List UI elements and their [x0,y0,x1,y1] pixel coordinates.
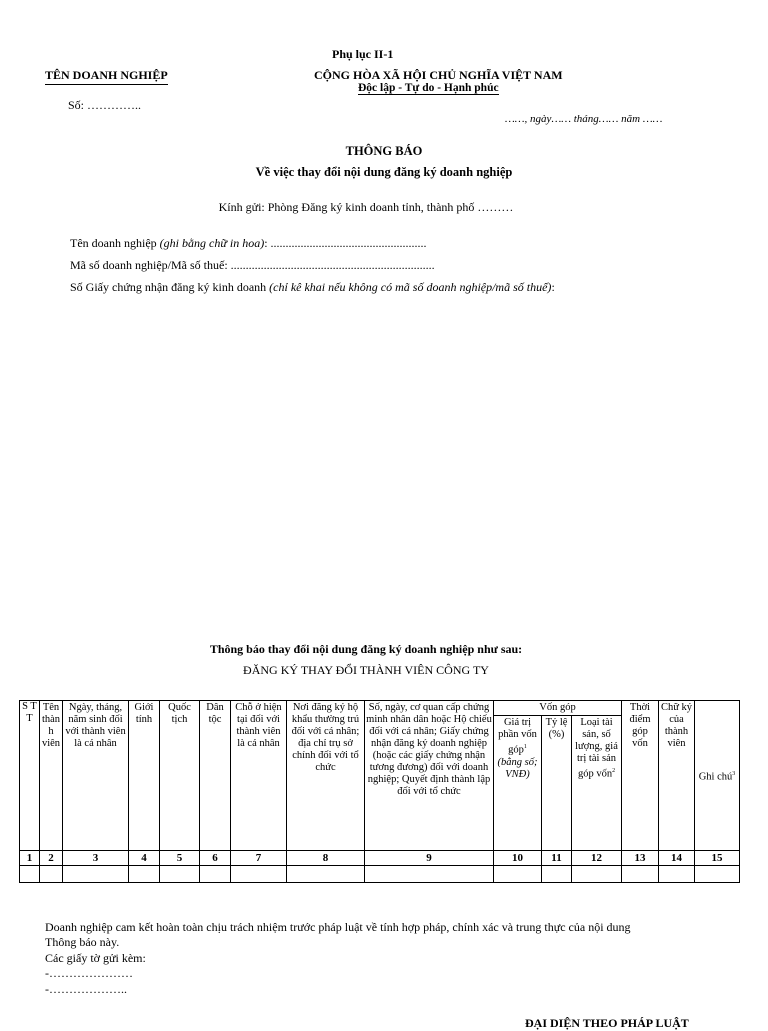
republic-heading: CỘNG HÒA XÃ HỘI CHỦ NGHĨA VIỆT NAM [314,68,563,82]
attachments-label: Các giấy tờ gửi kèm: [45,951,146,965]
business-cert-field [70,280,555,295]
members-table [19,700,740,883]
footnote-3: 3 [732,770,736,777]
header-nationality: Quốc tịch [160,701,200,851]
table-cell [494,866,542,883]
tax-code-field: Mã số doanh nghiệp/Mã số thuế: .................................................................... [70,258,435,272]
column-number: 12 [572,851,622,866]
header-id-documents: Số, ngày, cơ quan cấp chứng minh nhân dân hoặc Hộ chiếu đối với cá nhân; Giấy chứng nhận đăng ký doanh nghiệp (hoặc các giấy chứng nhận tương đương) đối với doanh nghiệp; Quyết định thành lập đối với tổ chức [365,701,494,851]
table-cell [200,866,231,883]
company-name-heading: TÊN DOANH NGHIỆP [45,68,168,85]
business-cert-colon: : [551,280,555,294]
header-member-name: Tên thàn h viên [40,701,63,851]
attachment-item: -………………… [45,966,133,980]
company-name-hint: (ghi bằng chữ in hoa) [159,236,265,250]
column-number: 6 [200,851,231,866]
appendix-label: Phụ lục II-1 [332,47,394,61]
company-name-dots: : .................................................... [264,236,427,250]
column-number: 5 [160,851,200,866]
table-header-row [20,701,740,716]
document-subtitle: Về việc thay đổi nội dung đăng ký doanh nghiệp [255,165,513,179]
header-capital-value [494,716,542,851]
header-permanent-address: Nơi đăng ký hộ khẩu thường trú đối với cá nhân; địa chỉ trụ sở chính đối với tổ chức [287,701,365,851]
table-cell [659,866,695,883]
table-cell [20,866,40,883]
header-current-residence: Chỗ ở hiện tại đối với thành viên là cá nhân [231,701,287,851]
motto: Độc lập - Tự do - Hạnh phúc [358,82,499,94]
header-capital-value-unit: (bằng số; VNĐ) [497,756,538,780]
column-number: 13 [622,851,659,866]
column-number: 3 [63,851,129,866]
commitment-text-line1: Doanh nghiệp cam kết hoàn toàn chịu trách nhiệm trước pháp luật về tính hợp pháp, chính xác và trung thực của nội dung [45,920,631,934]
notice-intro: Thông báo thay đổi nội dung đăng ký doanh nghiệp như sau: [209,642,523,656]
header-capital-value-label: Giá trị phần vốn góp [498,717,537,756]
table-cell [572,866,622,883]
header-asset-type [572,716,622,851]
recipient-line: Kính gửi: Phòng Đăng ký kinh doanh tỉnh, thành phố ……… [218,200,514,214]
table-cell [63,866,129,883]
header-birth-date: Ngày, tháng, năm sinh đối với thành viên là cá nhân [63,701,129,851]
column-number: 15 [695,851,740,866]
column-number-row [20,851,740,866]
table-cell [160,866,200,883]
header-ethnicity: Dân tộc [200,701,231,851]
column-number: 4 [129,851,160,866]
header-capital-contribution: Vốn góp [494,701,622,716]
document-title: THÔNG BÁO [345,144,423,158]
document-date: ……, ngày…… tháng…… năm …… [505,113,663,125]
table-cell [365,866,494,883]
business-cert-hint: (chỉ kê khai nếu không có mã số doanh nghiệp/mã số thuế) [269,280,552,294]
header-stt: S T T [20,701,40,851]
table-cell [231,866,287,883]
header-asset-type-label: Loại tài sản, số lượng, giá trị tài sản góp vốn [575,717,618,780]
attachment-item: -……………….. [45,982,127,996]
business-cert-label: Số Giấy chứng nhận đăng ký kinh doanh [70,280,270,294]
commitment-text-line2: Thông báo này. [45,935,120,949]
document-number: Số: ………….. [68,98,142,112]
table-cell [622,866,659,883]
company-name-field [70,236,427,251]
column-number: 14 [659,851,695,866]
table-cell [40,866,63,883]
legal-representative-label: ĐẠI DIỆN THEO PHÁP LUẬT [525,1016,689,1030]
table-cell [129,866,160,883]
table-row [20,866,740,883]
header-capital-ratio: Tỷ lệ (%) [542,716,572,851]
footnote-1: 1 [523,744,527,750]
column-number: 7 [231,851,287,866]
header-signature: Chữ ký của thành viên [659,701,695,851]
table-cell [695,866,740,883]
column-number: 11 [542,851,572,866]
column-number: 9 [365,851,494,866]
header-contribution-time: Thời điểm góp vốn [622,701,659,851]
table-cell [287,866,365,883]
column-number: 1 [20,851,40,866]
header-notes-label: Ghi chú [698,771,733,783]
table-cell [542,866,572,883]
section-heading: ĐĂNG KÝ THAY ĐỔI THÀNH VIÊN CÔNG TY [243,663,489,677]
company-name-label: Tên doanh nghiệp [70,236,160,250]
column-number: 10 [494,851,542,866]
footnote-2: 2 [612,768,616,774]
header-gender: Giới tính [129,701,160,851]
header-notes [695,701,740,851]
column-number: 8 [287,851,365,866]
column-number: 2 [40,851,63,866]
